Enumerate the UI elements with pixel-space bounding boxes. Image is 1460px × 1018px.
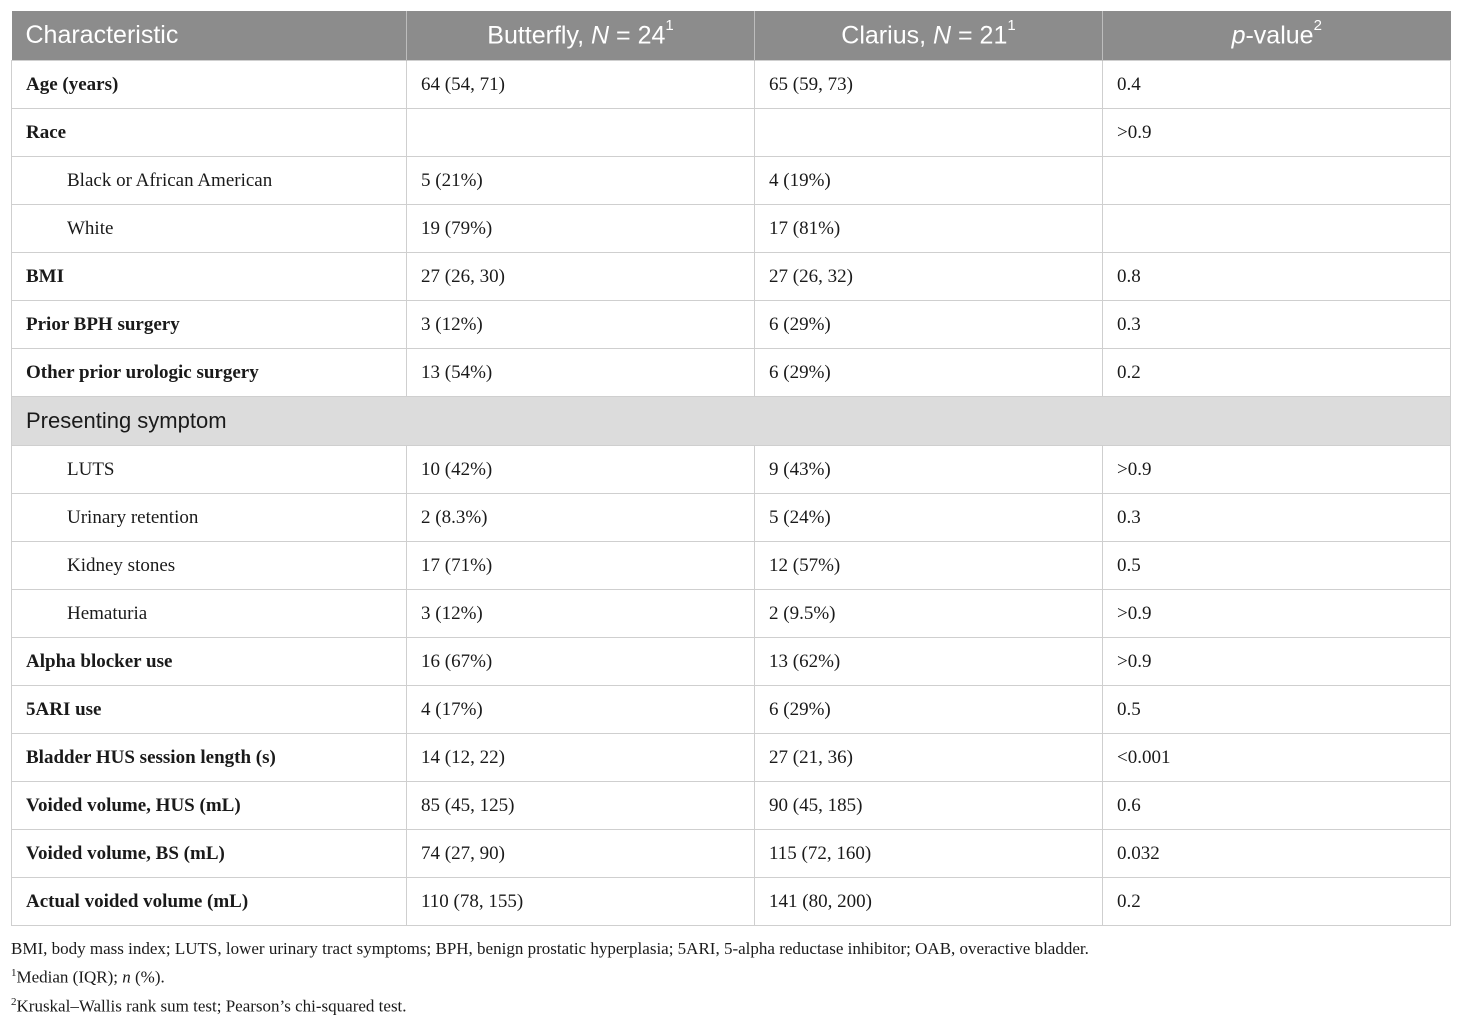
- cell-clarius: 13 (62%): [755, 638, 1103, 686]
- table-header-row: [12, 11, 1451, 61]
- footnote-1-text-b: (%).: [130, 967, 165, 987]
- cell-clarius: 12 (57%): [755, 542, 1103, 590]
- table-row: [12, 157, 1451, 205]
- cell-p-value: >0.9: [1103, 109, 1451, 157]
- section-row: [12, 397, 1451, 446]
- cell-butterfly: 27 (26, 30): [407, 253, 755, 301]
- footnote-2: [11, 990, 1089, 1018]
- cell-p-value: >0.9: [1103, 638, 1451, 686]
- row-label: White: [12, 205, 407, 253]
- header-p-text: -value: [1245, 21, 1314, 50]
- section-label: Presenting symptom: [12, 397, 1451, 446]
- cell-clarius: 27 (21, 36): [755, 734, 1103, 782]
- cell-clarius: 6 (29%): [755, 349, 1103, 397]
- table-row: [12, 878, 1451, 926]
- footnote-1: [11, 961, 1089, 990]
- cell-p-value: [1103, 205, 1451, 253]
- cell-butterfly: 110 (78, 155): [407, 878, 755, 926]
- cell-p-value: >0.9: [1103, 446, 1451, 494]
- cell-butterfly: 3 (12%): [407, 301, 755, 349]
- table-row: [12, 61, 1451, 109]
- footnote-2-mark: 2: [11, 995, 17, 1008]
- cell-p-value: 0.6: [1103, 782, 1451, 830]
- cell-p-value: >0.9: [1103, 590, 1451, 638]
- cell-butterfly: 14 (12, 22): [407, 734, 755, 782]
- cell-butterfly: 74 (27, 90): [407, 830, 755, 878]
- header-clarius-value: = 21: [951, 21, 1008, 50]
- header-butterfly-footnote-mark: 1: [665, 16, 674, 34]
- footnote-1-text-a: Median (IQR);: [16, 967, 123, 987]
- row-label: 5ARI use: [12, 686, 407, 734]
- cell-p-value: 0.032: [1103, 830, 1451, 878]
- cell-butterfly: 64 (54, 71): [407, 61, 755, 109]
- table-row: [12, 301, 1451, 349]
- cell-butterfly: [407, 109, 755, 157]
- row-label: Age (years): [12, 61, 407, 109]
- table-row: [12, 830, 1451, 878]
- row-label: Other prior urologic surgery: [12, 349, 407, 397]
- table-row: [12, 590, 1451, 638]
- cell-butterfly: 13 (54%): [407, 349, 755, 397]
- header-p-letter: p: [1231, 21, 1246, 50]
- cell-p-value: 0.5: [1103, 542, 1451, 590]
- header-butterfly-value: = 24: [609, 21, 666, 50]
- cell-clarius: 141 (80, 200): [755, 878, 1103, 926]
- characteristics-table: [11, 11, 1451, 926]
- cell-p-value: 0.3: [1103, 301, 1451, 349]
- row-label: Bladder HUS session length (s): [12, 734, 407, 782]
- cell-butterfly: 19 (79%): [407, 205, 755, 253]
- header-p-value: [1103, 11, 1451, 61]
- header-clarius-text: Clarius,: [841, 21, 933, 50]
- table-row: [12, 349, 1451, 397]
- cell-clarius: 6 (29%): [755, 301, 1103, 349]
- header-clarius-n: N: [932, 21, 952, 50]
- characteristics-table-container: [11, 11, 1450, 926]
- row-label: Race: [12, 109, 407, 157]
- row-label: Voided volume, HUS (mL): [12, 782, 407, 830]
- cell-p-value: 0.8: [1103, 253, 1451, 301]
- row-label: BMI: [12, 253, 407, 301]
- cell-clarius: 4 (19%): [755, 157, 1103, 205]
- header-p-footnote-mark: 2: [1313, 16, 1322, 34]
- footnote-1-n: n: [122, 967, 131, 987]
- cell-p-value: 0.2: [1103, 349, 1451, 397]
- cell-butterfly: 10 (42%): [407, 446, 755, 494]
- cell-p-value: <0.001: [1103, 734, 1451, 782]
- table-footnotes: [11, 936, 1089, 1018]
- cell-p-value: 0.5: [1103, 686, 1451, 734]
- row-label: Prior BPH surgery: [12, 301, 407, 349]
- cell-clarius: 115 (72, 160): [755, 830, 1103, 878]
- table-row: [12, 446, 1451, 494]
- header-characteristic: Characteristic: [12, 11, 407, 61]
- row-label: Black or African American: [12, 157, 407, 205]
- row-label: LUTS: [12, 446, 407, 494]
- cell-p-value: [1103, 157, 1451, 205]
- table-row: [12, 734, 1451, 782]
- cell-clarius: 9 (43%): [755, 446, 1103, 494]
- table-row: [12, 686, 1451, 734]
- table-row: [12, 638, 1451, 686]
- cell-clarius: 5 (24%): [755, 494, 1103, 542]
- row-label: Alpha blocker use: [12, 638, 407, 686]
- cell-clarius: 27 (26, 32): [755, 253, 1103, 301]
- cell-clarius: 2 (9.5%): [755, 590, 1103, 638]
- header-butterfly-n: N: [591, 21, 610, 50]
- cell-butterfly: 85 (45, 125): [407, 782, 755, 830]
- row-label: Voided volume, BS (mL): [12, 830, 407, 878]
- footnote-1-mark: 1: [11, 967, 17, 979]
- cell-clarius: 65 (59, 73): [755, 61, 1103, 109]
- cell-p-value: 0.2: [1103, 878, 1451, 926]
- table-row: [12, 542, 1451, 590]
- header-clarius-footnote-mark: 1: [1007, 16, 1016, 34]
- cell-butterfly: 5 (21%): [407, 157, 755, 205]
- cell-butterfly: 4 (17%): [407, 686, 755, 734]
- table-row: [12, 782, 1451, 830]
- row-label: Actual voided volume (mL): [12, 878, 407, 926]
- cell-clarius: 6 (29%): [755, 686, 1103, 734]
- footnote-2-text: Kruskal–Wallis rank sum test; Pearson’s chi-squared test.: [16, 996, 407, 1016]
- table-row: [12, 494, 1451, 542]
- row-label: Urinary retention: [12, 494, 407, 542]
- table-row: [12, 109, 1451, 157]
- cell-clarius: [755, 109, 1103, 157]
- cell-butterfly: 2 (8.3%): [407, 494, 755, 542]
- header-butterfly-text: Butterfly,: [487, 21, 592, 50]
- cell-p-value: 0.3: [1103, 494, 1451, 542]
- cell-butterfly: 16 (67%): [407, 638, 755, 686]
- header-butterfly: [407, 11, 755, 61]
- cell-butterfly: 3 (12%): [407, 590, 755, 638]
- header-clarius: [755, 11, 1103, 61]
- cell-clarius: 90 (45, 185): [755, 782, 1103, 830]
- cell-butterfly: 17 (71%): [407, 542, 755, 590]
- row-label: Kidney stones: [12, 542, 407, 590]
- cell-p-value: 0.4: [1103, 61, 1451, 109]
- table-row: [12, 205, 1451, 253]
- table-row: [12, 253, 1451, 301]
- cell-clarius: 17 (81%): [755, 205, 1103, 253]
- row-label: Hematuria: [12, 590, 407, 638]
- abbreviations-note: BMI, body mass index; LUTS, lower urinary tract symptoms; BPH, benign prostatic hyperplasia; 5ARI, 5-alpha reductase inhibitor; OAB, overactive bladder.: [11, 939, 1089, 958]
